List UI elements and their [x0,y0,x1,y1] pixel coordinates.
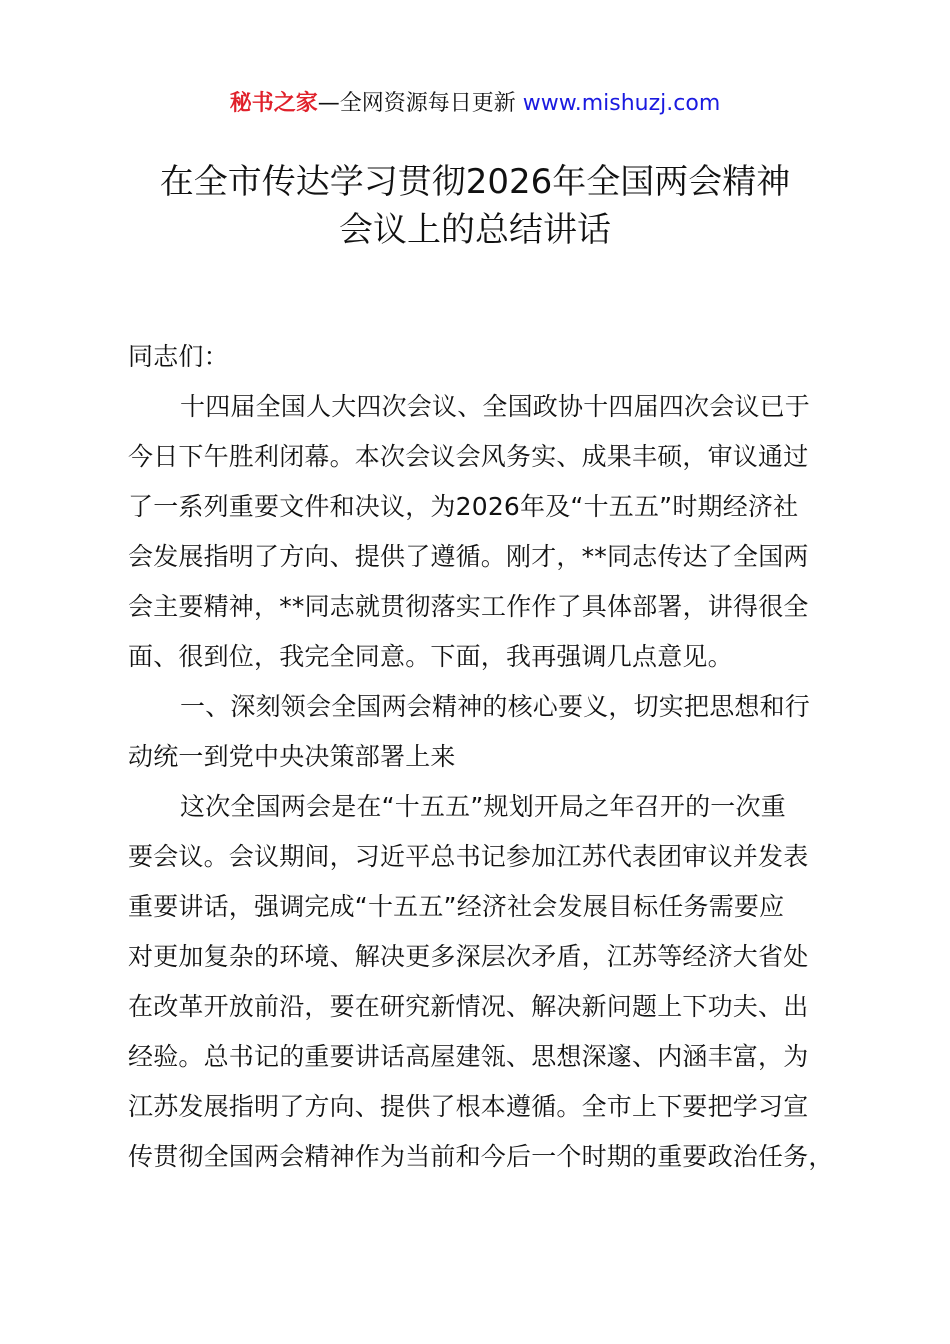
paragraph-line: 对更加复杂的环境、解决更多深层次矛盾，江苏等经济大省处 [128,942,809,971]
paragraph-line: 在改革开放前沿，要在研究新情况、解决新问题上下功夫、出 [128,992,809,1021]
paragraph-line: 今日下午胜利闭幕。本次会议会风务实、成果丰硕，审议通过 [128,442,809,471]
title-line-2: 会议上的总结讲话 [339,210,611,250]
title-line-1: 在全市传达学习贯彻2026年全国两会精神 [159,162,791,202]
paragraph-line: 了一系列重要文件和决议，为2026年及“十五五”时期经济社 [128,492,799,521]
paragraph-line: 十四届全国人大四次会议、全国政协十四届四次会议已于 [180,392,811,421]
salutation: 同志们： [128,342,229,371]
site-header [0,86,950,122]
document-title [100,158,850,254]
paragraph-line: 要会议。会议期间，习近平总书记参加江苏代表团审议并发表 [128,842,809,871]
site-tagline: —全网资源每日更新 [317,91,523,116]
paragraph-line: 会发展指明了方向、提供了遵循。刚才，**同志传达了全国两 [128,542,809,571]
paragraph-line: 重要讲话，强调完成“十五五”经济社会发展目标任务需要应 [128,892,785,921]
section-heading-line: 动统一到党中央决策部署上来 [128,742,456,771]
paragraph-line: 经验。总书记的重要讲话高屋建瓴、思想深邃、内涵丰富，为 [128,1042,809,1071]
section-heading-line: 一、深刻领会全国两会精神的核心要义，切实把思想和行 [180,692,811,721]
paragraph-line: 会主要精神，**同志就贯彻落实工作作了具体部署，讲得很全 [128,592,809,621]
paragraph-line: 江苏发展指明了方向、提供了根本遵循。全市上下要把学习宣 [128,1092,809,1121]
paragraph-line: 传贯彻全国两会精神作为当前和今后一个时期的重要政治任务， [128,1142,834,1171]
document-body [128,332,838,1182]
paragraph-line: 这次全国两会是在“十五五”规划开局之年召开的一次重 [180,792,786,821]
site-url-link[interactable]: www.mishuzj.com [522,91,721,116]
site-brand: 秘书之家 [229,91,318,116]
paragraph-line: 面、很到位，我完全同意。下面，我再强调几点意见。 [128,642,733,671]
